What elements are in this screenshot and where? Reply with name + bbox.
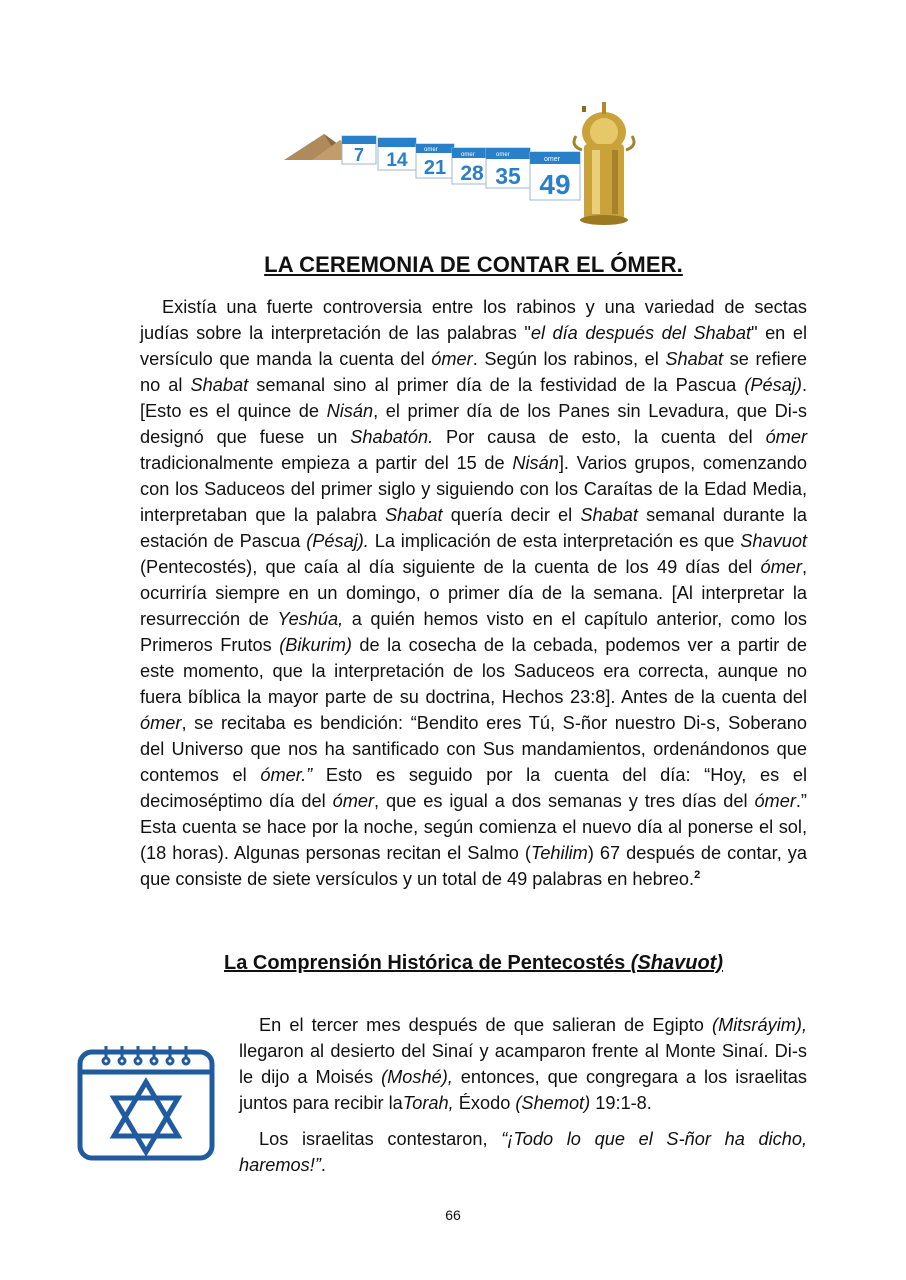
calendar-card-2 (378, 138, 416, 171)
star-of-david-icon (114, 1082, 178, 1152)
svg-text:21: 21 (423, 157, 447, 179)
paragraph-omer-ceremony: Existía una fuerte controversia entre los rabinos y una variedad de sectas judías sobre la interpretación de las palabras "el día después del Shabat" en el versículo que manda la cuenta del ómer. Según los rabinos, el Shabat se refiere no al Shabat semanal sino al primer día de la festividad de la Pascua (Pésaj). [Esto es el quince de Nisán, el primer día de los Panes sin Levadura, que Di-s designó que fuese un Shabatón. Por causa de esto, la cuenta del ómer tradicionalmente empieza a partir del 15 de Nisán]. Varios grupos, comenzando con los Saduceos del primer siglo y siguiendo con los Caraítas de la Edad Media, interpretaban que la palabra Shabat quería decir el Shabat semanal durante la estación de Pascua (Pésaj). La implicación de esta interpretación es que Shavuot (Pentecostés), que caía al día siguiente de la cuenta de los 49 días del ómer, ocurriría siempre en un domingo, o primer día de la semana. [Al interpretar la resurrección de Yeshúa, a quién hemos visto en el capítulo anterior, como los Primeros Frutos (Bikurim) de la cosecha de la cebada, podemos ver a partir de este momento, que la interpretación de los Saduceos era correcta, aunque no fuera bíblica la mayor parte de su doctrina, Hechos 23:8]. Antes de la cuenta del ómer, se recitaba es bendición: “Bendito eres Tú, S-ñor nuestro Di-s, Soberano del Universo que nos ha santificado con Sus mandamientos, ordenándonos que contemos el ómer.” Esto es seguido por la cuenta del día: “Hoy, es el decimoséptimo día del ómer, que es igual a dos semanas y tres días del ómer.” Esta cuenta se hace por la noche, según comienza el nuevo día al ponerse el sol, (18 horas). Algunas personas recitan el Salmo (Tehilim) 67 después de contar, ya que consiste de siete versículos y un total de 49 palabras en hebreo.$^2$ (140, 297, 808, 889)
footnote-ref[interactable]: 2 (694, 868, 701, 881)
svg-text:35: 35 (495, 163, 521, 189)
calendar-card-5 (486, 148, 530, 189)
svg-text:28: 28 (460, 162, 484, 185)
calendar-card-1 (342, 136, 376, 165)
svg-text:7: 7 (353, 145, 365, 165)
calendar-card-3 (416, 144, 454, 179)
calendar-star-of-david-icon (76, 1040, 216, 1162)
svg-text:omer: omer (424, 147, 438, 153)
svg-text:14: 14 (386, 150, 408, 171)
page-number: 66 (445, 1207, 461, 1223)
svg-text:omer: omer (461, 152, 475, 158)
section-subtitle: La Comprensión Histórica de Pentecostés (Shavuot) (224, 952, 723, 974)
svg-text:omer: omer (544, 156, 560, 163)
shavuot-body-text (239, 1012, 807, 1188)
main-body-text (140, 294, 807, 892)
svg-text:omer: omer (496, 152, 510, 158)
omer-count-banner-image (282, 100, 654, 230)
calendar-card-6 (530, 152, 580, 200)
torah-case-icon (574, 102, 634, 225)
page-title: LA CEREMONIA DE CONTAR EL ÓMER. (264, 252, 683, 277)
paragraph-israelites-answer: Los israelitas contestaron, “¡Todo lo que el S-ñor ha dicho, haremos!”. (239, 1129, 808, 1175)
svg-text:49: 49 (539, 169, 571, 200)
paragraph-sinai: En el tercer mes después de que salieran de Egipto (Mitsráyim), llegaron al desierto del Sinaí y acamparon frente al Monte Sinaí. Di-s le dijo a Moisés (Moshé), entonces, que congregara a los israelitas juntos para recibir laTorah, Éxodo (Shemot) 19:1-8. (239, 1015, 807, 1113)
